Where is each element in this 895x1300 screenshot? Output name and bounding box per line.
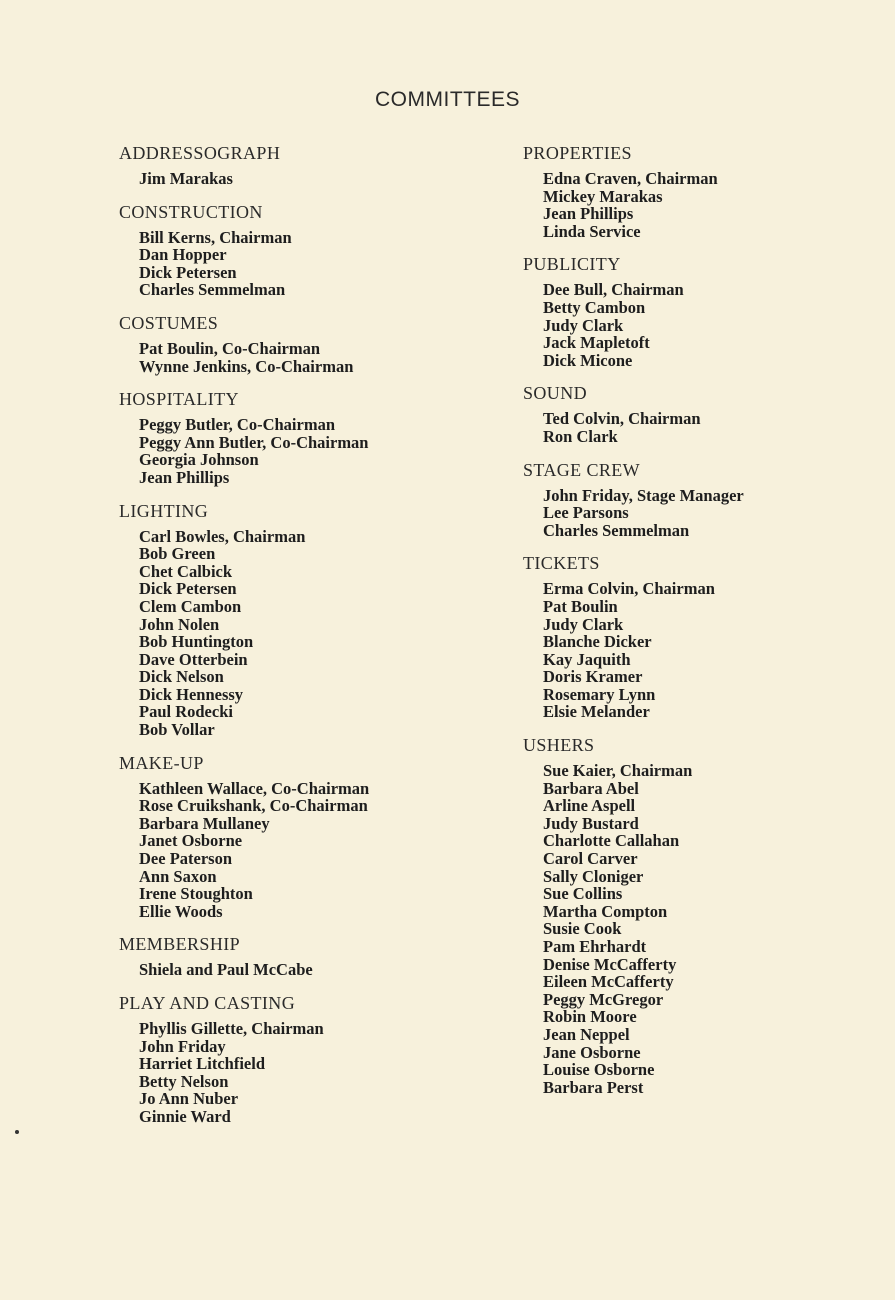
member-name: Robin Moore (543, 1007, 637, 1027)
member-name: Lee Parsons (543, 503, 629, 523)
committee-heading: COSTUMES (119, 312, 219, 333)
member-name: Barbara Mullaney (139, 813, 270, 833)
member-name: Jim Marakas (139, 169, 233, 188)
member-name: Dick Hennessy (139, 684, 244, 704)
committee-section (523, 382, 883, 445)
committee-section (523, 734, 883, 1096)
committee-section (119, 201, 479, 299)
stray-dot-mark (15, 1130, 19, 1134)
committee-section (119, 312, 479, 375)
member-name: Bill Kerns, Chairman (139, 227, 292, 247)
member-name: Edna Craven, Chairman (543, 169, 718, 188)
member-name: Arline Aspell (543, 796, 636, 816)
member-name: Ted Colvin, Chairman (543, 409, 701, 429)
member-name: Susie Cook (543, 919, 622, 939)
member-name: Bob Huntington (139, 632, 254, 652)
member-name: Sally Cloniger (543, 866, 644, 886)
committee-heading: LIGHTING (119, 500, 209, 521)
member-name: Kay Jaquith (543, 649, 631, 669)
committee-section (119, 388, 479, 486)
member-name: Janet Osborne (139, 831, 243, 851)
member-list (119, 416, 479, 486)
member-list (119, 780, 479, 921)
member-name: Erma Colvin, Chairman (543, 579, 715, 599)
member-list (119, 170, 479, 188)
member-name: Irene Stoughton (139, 884, 253, 904)
committee-heading: HOSPITALITY (119, 389, 239, 410)
member-name: Chet Calbick (139, 561, 233, 581)
member-name: Doris Kramer (543, 667, 643, 687)
member-name: Peggy Butler, Co-Chairman (139, 415, 336, 435)
committee-section (119, 992, 479, 1126)
member-name: Phyllis Gillette, Chairman (139, 1019, 324, 1038)
committee-section (523, 142, 883, 240)
member-list (119, 528, 479, 739)
member-name: Dick Micone (543, 350, 633, 370)
member-name: Dick Nelson (139, 667, 224, 687)
member-name: Peggy McGregor (543, 989, 664, 1009)
committee-section (119, 500, 479, 739)
member-name: Dick Petersen (139, 262, 237, 282)
committee-heading: CONSTRUCTION (119, 201, 263, 222)
committee-heading: PUBLICITY (523, 254, 621, 275)
committee-heading: STAGE CREW (523, 459, 641, 480)
member-list (119, 229, 479, 299)
member-name: John Friday, Stage Manager (543, 485, 744, 505)
committee-heading: TICKETS (523, 553, 600, 574)
member-name: Betty Nelson (139, 1071, 229, 1091)
member-name: Betty Cambon (543, 297, 646, 317)
member-name: Eileen McCafferty (543, 972, 674, 992)
right-column (523, 142, 883, 1109)
member-name: Rosemary Lynn (543, 684, 656, 704)
member-list (119, 961, 479, 979)
member-name: Harriet Litchfield (139, 1054, 266, 1074)
member-name: Kathleen Wallace, Co-Chairman (139, 778, 370, 798)
member-name: Sue Collins (543, 884, 623, 904)
committee-section (119, 142, 479, 188)
member-name: Ron Clark (543, 426, 618, 446)
member-name: Sue Kaier, Chairman (543, 761, 693, 781)
committee-heading: MAKE-UP (119, 752, 204, 773)
member-name: Louise Osborne (543, 1060, 655, 1080)
member-name: Dan Hopper (139, 245, 227, 265)
member-name: Blanche Dicker (543, 632, 652, 652)
member-name: Charles Semmelman (139, 280, 286, 300)
member-name: Jean Phillips (543, 204, 634, 224)
member-name: Dee Paterson (139, 849, 233, 869)
member-name: Denise McCafferty (543, 954, 677, 974)
member-name: Judy Bustard (543, 813, 639, 833)
member-name: Peggy Ann Butler, Co-Chairman (139, 432, 369, 452)
member-name: Rose Cruikshank, Co-Chairman (139, 796, 368, 816)
member-name: Bob Green (139, 544, 216, 564)
member-name: Martha Compton (543, 901, 668, 921)
member-list (523, 762, 883, 1096)
member-name: Pat Boulin (543, 596, 618, 616)
committee-heading: PROPERTIES (523, 143, 632, 163)
member-name: Barbara Perst (543, 1077, 644, 1097)
member-name: Jean Phillips (139, 467, 230, 487)
member-name: Dick Petersen (139, 579, 237, 599)
committee-section (523, 459, 883, 540)
member-name: Ann Saxon (139, 866, 217, 886)
member-name: Elsie Melander (543, 702, 650, 722)
committee-heading: PLAY AND CASTING (119, 993, 296, 1013)
member-list (523, 580, 883, 721)
member-name: Georgia Johnson (139, 450, 259, 470)
committee-section (523, 253, 883, 369)
member-list (523, 410, 883, 445)
committee-heading: MEMBERSHIP (119, 934, 241, 955)
member-list (119, 1020, 479, 1126)
member-name: Shiela and Paul McCabe (139, 960, 313, 980)
committee-heading: USHERS (523, 735, 595, 756)
committee-heading: SOUND (523, 383, 588, 404)
member-name: Jean Neppel (543, 1024, 630, 1044)
member-name: Mickey Marakas (543, 186, 663, 206)
committee-section (119, 752, 479, 921)
page-title: COMMITTEES (375, 88, 520, 111)
member-name: Paul Rodecki (139, 702, 233, 722)
member-list (523, 170, 883, 240)
committee-section (523, 552, 883, 721)
member-name: Pam Ehrhardt (543, 937, 647, 956)
member-name: Clem Cambon (139, 596, 242, 616)
member-name: Charlotte Callahan (543, 831, 680, 851)
member-name: Carol Carver (543, 849, 638, 869)
committee-section (119, 933, 479, 979)
member-name: Ginnie Ward (139, 1106, 231, 1126)
member-name: Barbara Abel (543, 778, 639, 798)
member-name: Jo Ann Nuber (139, 1089, 239, 1109)
member-name: Judy Clark (543, 315, 624, 335)
member-name: Jane Osborne (543, 1042, 641, 1062)
left-column (119, 142, 479, 1139)
member-name: Judy Clark (543, 614, 624, 634)
member-name: Charles Semmelman (543, 520, 690, 540)
member-list (523, 487, 883, 540)
member-name: John Friday (139, 1036, 226, 1056)
member-name: Bob Vollar (139, 720, 215, 740)
member-name: Pat Boulin, Co-Chairman (139, 338, 321, 358)
member-name: Carl Bowles, Chairman (139, 526, 306, 546)
member-name: Wynne Jenkins, Co-Chairman (139, 356, 354, 376)
member-name: Jack Mapletoft (543, 333, 650, 353)
member-name: Dee Bull, Chairman (543, 280, 684, 300)
member-name: Dave Otterbein (139, 649, 248, 669)
member-list (523, 281, 883, 369)
member-name: Linda Service (543, 221, 641, 241)
member-name: Ellie Woods (139, 901, 223, 921)
committee-heading: ADDRESSOGRAPH (119, 143, 281, 163)
member-list (119, 340, 479, 375)
member-name: John Nolen (139, 614, 220, 634)
